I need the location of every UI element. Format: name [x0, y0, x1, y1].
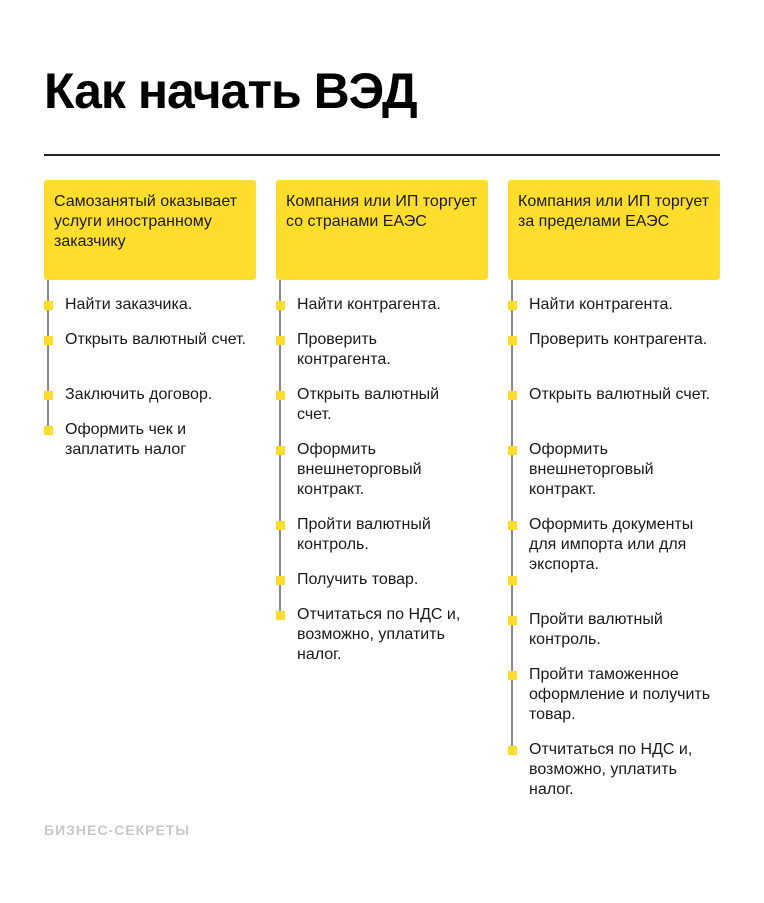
- bullet-marker: [508, 576, 517, 585]
- step-item: Пройти валютный контроль.: [297, 516, 431, 553]
- step-item: Найти контрагента.: [529, 296, 673, 313]
- step-item: Пройти таможенное оформление и получить товар.: [529, 666, 711, 723]
- step-item: Оформить внешнеторговый контракт.: [529, 441, 654, 498]
- bullet-marker: [508, 336, 517, 345]
- step-item: Получить товар.: [297, 571, 419, 588]
- divider: [44, 154, 720, 156]
- bullet-marker: [276, 611, 285, 620]
- step-item: Оформить чек и заплатить налог: [65, 421, 187, 458]
- page-title: Как начать ВЭД: [44, 63, 417, 119]
- step-item: Пройти валютный контроль.: [529, 611, 663, 648]
- step-item: Найти заказчика.: [65, 296, 193, 313]
- step-item: Открыть валютный счет.: [297, 386, 440, 423]
- bullet-marker: [44, 391, 53, 400]
- bullet-marker: [508, 616, 517, 625]
- bullet-marker: [276, 336, 285, 345]
- step-item: Отчитаться по НДС и, возможно, уплатить налог.: [529, 741, 693, 798]
- brand-logo: БИЗНЕС-СЕКРЕТЫ: [44, 822, 191, 838]
- bullet-marker: [44, 426, 53, 435]
- step-item: Открыть валютный счет.: [65, 331, 247, 348]
- step-item: Отчитаться по НДС и, возможно, уплатить налог.: [297, 606, 461, 663]
- bullet-marker: [508, 671, 517, 680]
- step-item: Найти контрагента.: [297, 296, 441, 313]
- column-header-3: Компания или ИП торгует за пределами ЕАЭС: [508, 180, 720, 280]
- bullet-marker: [508, 746, 517, 755]
- bullet-marker: [276, 576, 285, 585]
- bullet-marker: [508, 391, 517, 400]
- step-item: Проверить контрагента.: [297, 331, 391, 368]
- bullet-marker: [276, 521, 285, 530]
- column-header-2: Компания или ИП торгует со странами ЕАЭС: [276, 180, 488, 280]
- step-item: Оформить документы для импорта или для экспорта.: [529, 516, 694, 573]
- bullet-marker: [44, 301, 53, 310]
- bullet-marker: [276, 446, 285, 455]
- step-item: Открыть валютный счет.: [529, 386, 711, 403]
- bullet-marker: [276, 391, 285, 400]
- step-item: Заключить договор.: [65, 386, 213, 403]
- bullet-marker: [508, 521, 517, 530]
- bullet-marker: [276, 301, 285, 310]
- bullet-marker: [44, 336, 53, 345]
- bullet-marker: [508, 301, 517, 310]
- step-item: Проверить контрагента.: [529, 331, 708, 348]
- bullet-marker: [508, 446, 517, 455]
- step-item: Оформить внешнеторговый контракт.: [297, 441, 422, 498]
- column-header-1: Самозанятый оказывает услуги иностранному заказчику: [44, 180, 256, 280]
